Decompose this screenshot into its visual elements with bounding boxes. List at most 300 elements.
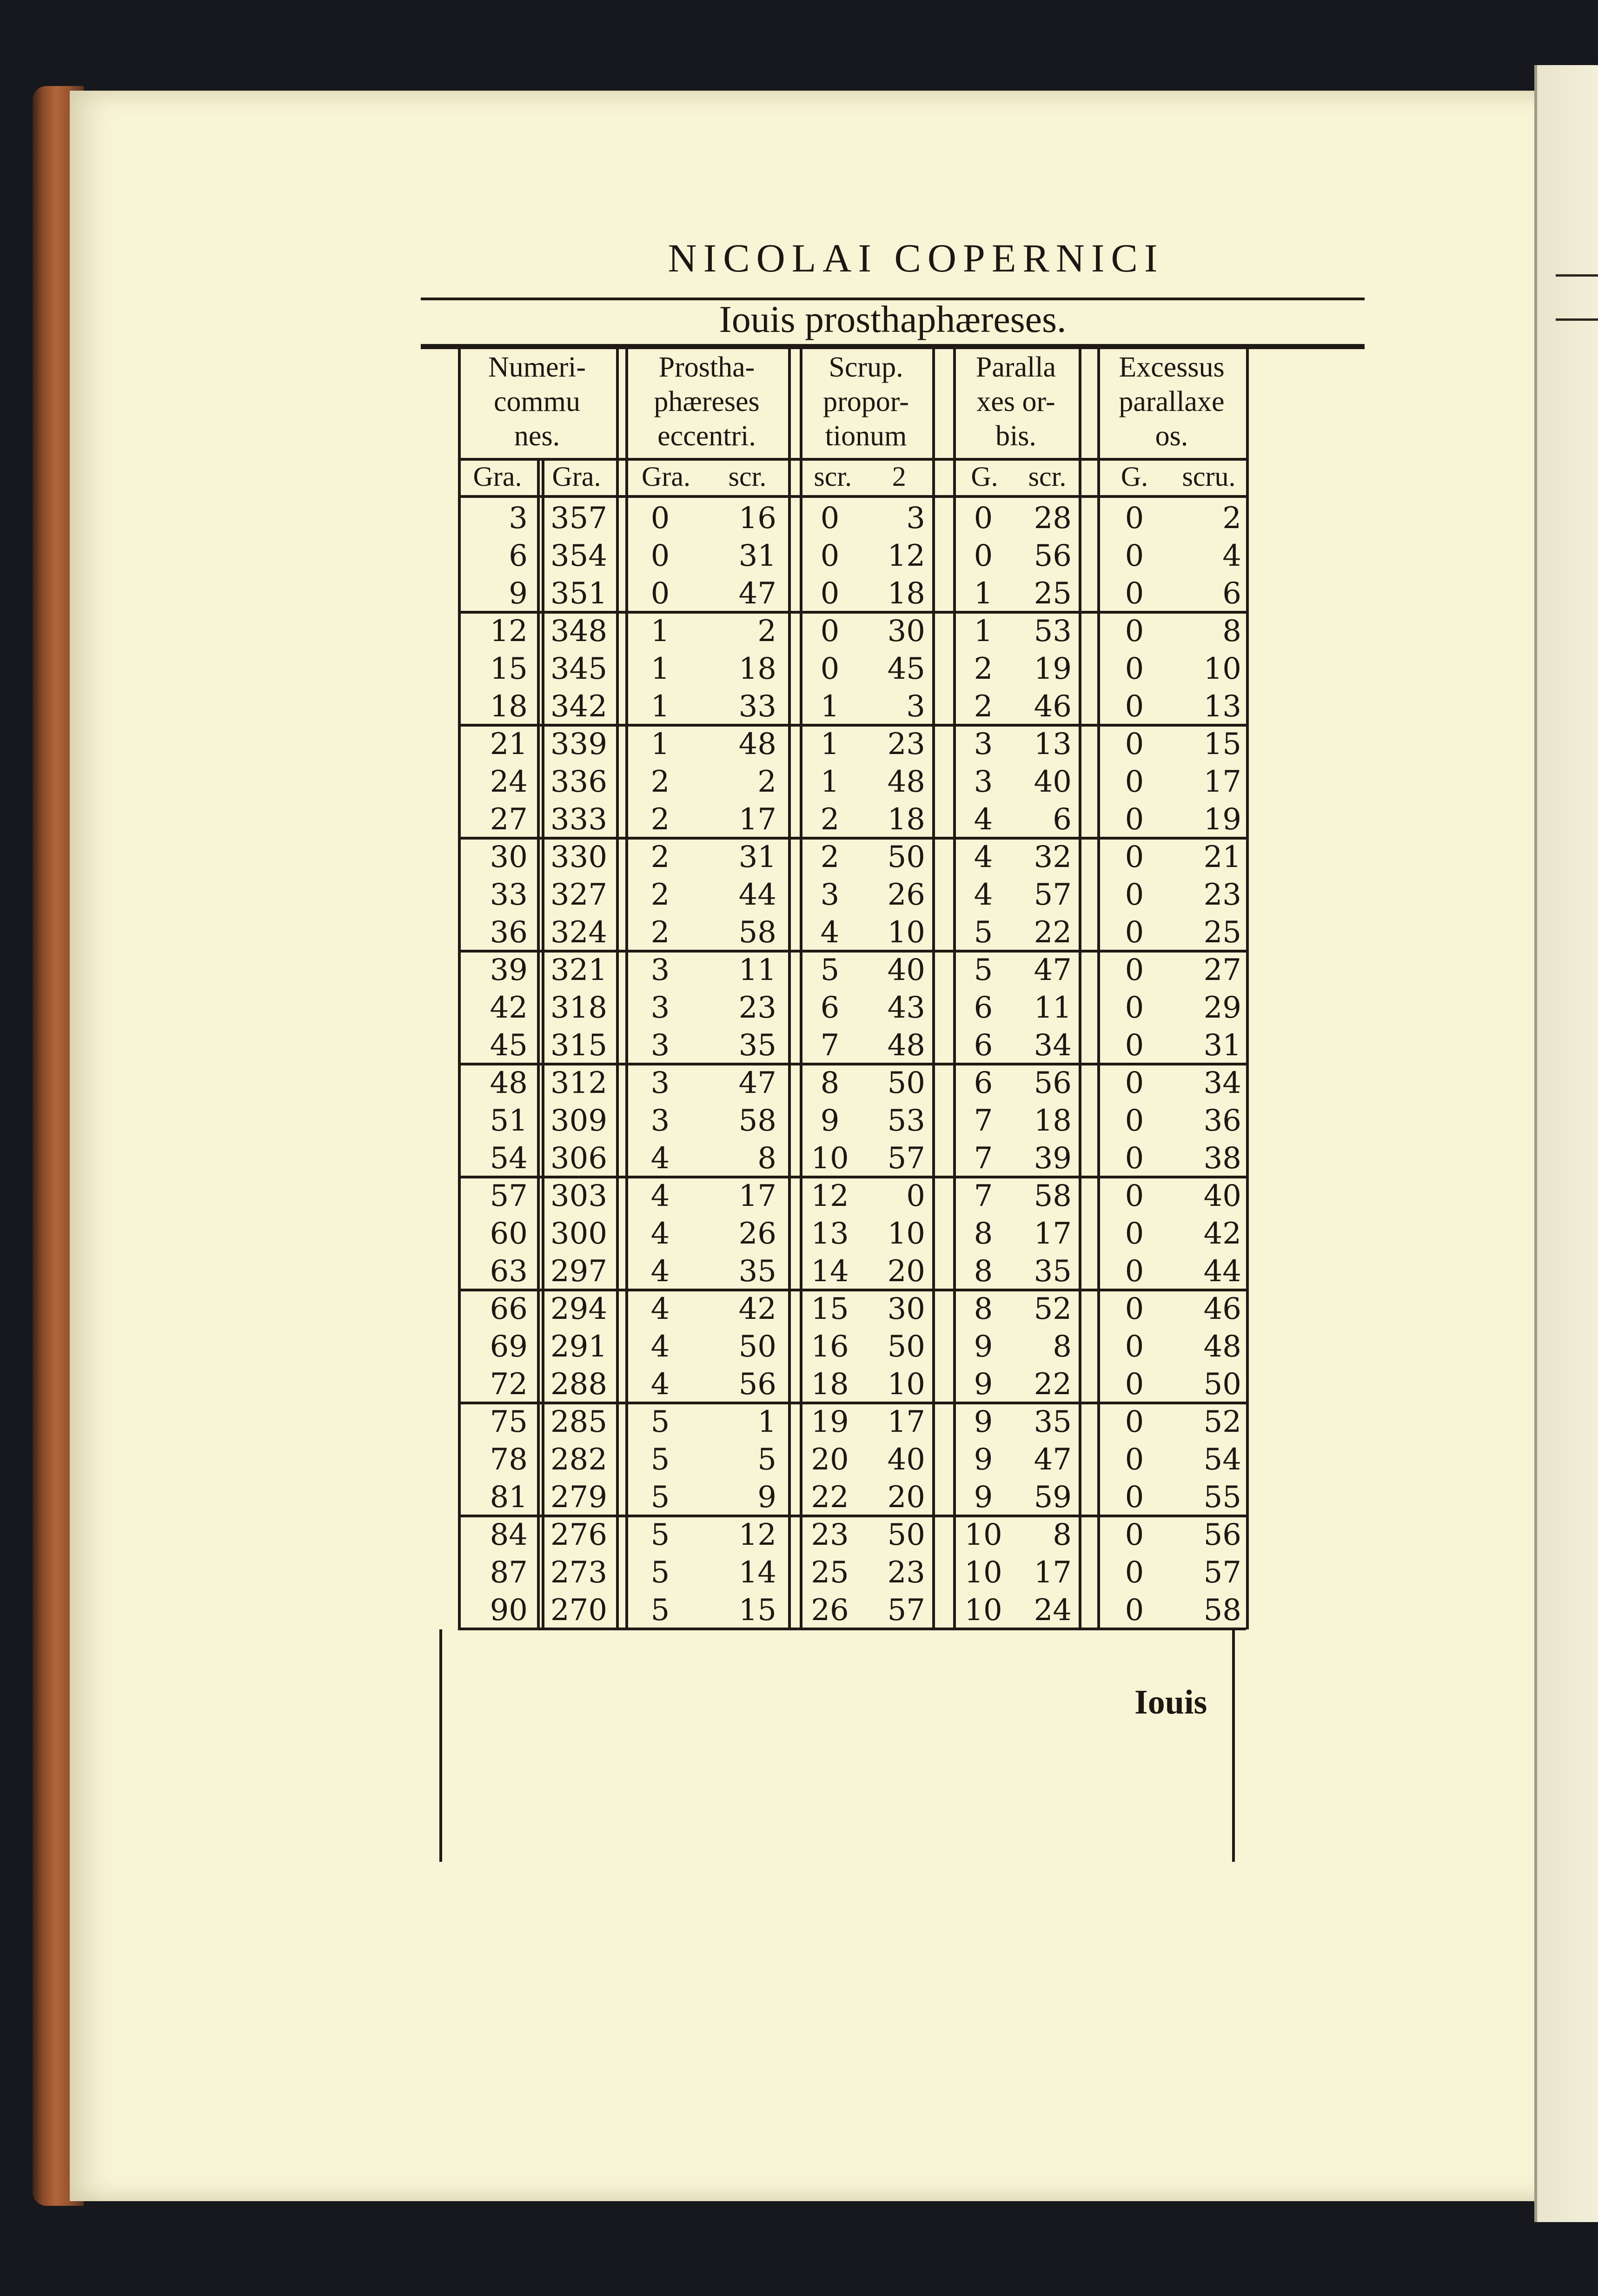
table-cell: 24 (490, 765, 528, 799)
table-cell: 35 (738, 1028, 776, 1063)
table-cell: 18 (811, 1367, 849, 1402)
table-cell: 11 (738, 953, 776, 987)
table-cell: 35 (738, 1254, 776, 1289)
table-cell: 0 (1125, 1141, 1144, 1176)
frame-rule-left (439, 1629, 442, 1862)
table-cell: 18 (887, 576, 925, 611)
table-cell: 300 (550, 1217, 608, 1251)
table-cell: 31 (1203, 1028, 1241, 1063)
table-cell: 55 (1203, 1480, 1241, 1515)
table-cell: 0 (1125, 1367, 1144, 1402)
table-cell: 6 (974, 1028, 993, 1063)
table-cell: 315 (550, 1028, 608, 1063)
unit-label: scr. (1028, 461, 1067, 492)
table-cell: 50 (887, 840, 925, 874)
table-cell: 16 (811, 1330, 849, 1364)
table-cell: 0 (650, 576, 670, 611)
table-cell: 30 (887, 1292, 925, 1326)
table-cell: 5 (650, 1593, 670, 1628)
table-cell: 14 (811, 1254, 849, 1289)
table-cell: 1 (974, 576, 993, 611)
table-cell: 35 (1034, 1254, 1072, 1289)
table-cell: 72 (490, 1367, 528, 1402)
table-cell: 0 (1125, 539, 1144, 573)
table-cell: 6 (1053, 802, 1072, 837)
table-cell: 22 (1034, 915, 1072, 950)
table-cell: 7 (820, 1028, 840, 1063)
table-cell: 13 (1034, 727, 1072, 761)
table-cell: 8 (974, 1254, 993, 1289)
table-cell: 1 (650, 689, 670, 724)
table-cell: 34 (1034, 1028, 1072, 1063)
sub-column-rule (537, 458, 540, 1629)
table-cell: 0 (1125, 727, 1144, 761)
table-cell: 50 (887, 1066, 925, 1100)
table-cell: 29 (1203, 991, 1241, 1025)
table-cell: 20 (887, 1480, 925, 1515)
table-cell: 10 (964, 1555, 1002, 1590)
table-cell: 78 (490, 1442, 528, 1477)
table-cell: 23 (811, 1518, 849, 1552)
column-header: Numeri- commu nes. (488, 351, 586, 452)
table-cell: 348 (550, 614, 608, 648)
table-cell: 0 (974, 501, 993, 536)
table-cell: 3 (650, 953, 670, 987)
table-cell: 1 (757, 1405, 776, 1439)
table-cell: 8 (1222, 614, 1241, 648)
table-cell: 40 (887, 953, 925, 987)
column-header: Excessus parallaxe os. (1119, 351, 1225, 452)
table-cell: 0 (1125, 1593, 1144, 1628)
table-cell: 47 (1034, 1442, 1072, 1477)
table-cell: 39 (490, 953, 528, 987)
table-cell: 15 (738, 1593, 776, 1628)
table-cell: 87 (490, 1555, 528, 1590)
table-cell: 9 (820, 1104, 840, 1138)
table-cell: 4 (974, 878, 993, 912)
table-cell: 22 (1034, 1367, 1072, 1402)
table-cell: 5 (974, 915, 993, 950)
table-cell: 2 (650, 878, 670, 912)
table-cell: 58 (1034, 1179, 1072, 1213)
table-cell: 282 (550, 1442, 608, 1477)
table-cell: 31 (738, 539, 776, 573)
table-cell: 0 (820, 576, 840, 611)
table-cell: 6 (509, 539, 528, 573)
table-cell: 10 (1203, 652, 1241, 686)
table-cell: 17 (1034, 1217, 1072, 1251)
table-cell: 10 (811, 1141, 849, 1176)
table-cell: 354 (550, 539, 608, 573)
table-cell: 309 (550, 1104, 608, 1138)
table-cell: 17 (1203, 765, 1241, 799)
table-cell: 56 (1034, 1066, 1072, 1100)
table-cell: 2 (974, 652, 993, 686)
table-cell: 288 (550, 1367, 608, 1402)
table-cell: 339 (550, 727, 608, 761)
table-cell: 17 (1034, 1555, 1072, 1590)
table-cell: 357 (550, 501, 608, 536)
table-cell: 16 (738, 501, 776, 536)
table-cell: 34 (1203, 1066, 1241, 1100)
table-cell: 333 (550, 802, 608, 837)
table-cell: 12 (738, 1518, 776, 1552)
table-cell: 270 (550, 1593, 608, 1628)
table-cell: 303 (550, 1179, 608, 1213)
table-cell: 63 (490, 1254, 528, 1289)
table-cell: 1 (650, 727, 670, 761)
table-cell: 48 (738, 727, 776, 761)
table-cell: 3 (650, 1104, 670, 1138)
table-cell: 291 (550, 1330, 608, 1364)
table-cell: 9 (974, 1367, 993, 1402)
header-rule-top (421, 346, 1365, 349)
table-cell: 23 (887, 727, 925, 761)
table-cell: 2 (1222, 501, 1241, 536)
table-cell: 20 (811, 1442, 849, 1477)
column-rule (932, 346, 935, 1629)
table-cell: 0 (1125, 1555, 1144, 1590)
table-cell: 8 (1053, 1330, 1072, 1364)
table-cell: 17 (738, 1179, 776, 1213)
table-cell: 47 (738, 1066, 776, 1100)
table-cell: 0 (1125, 915, 1144, 950)
table-cell: 6 (974, 1066, 993, 1100)
column-rule (616, 346, 619, 1629)
table-cell: 0 (1125, 1028, 1144, 1063)
table-cell: 0 (1125, 689, 1144, 724)
table-cell: 12 (490, 614, 528, 648)
table-cell: 15 (1203, 727, 1241, 761)
table-cell: 46 (1034, 689, 1072, 724)
unit-label: scru. (1182, 461, 1236, 492)
table-cell: 12 (887, 539, 925, 573)
unit-label: G. (1121, 461, 1148, 492)
column-header: Prostha- phæreses eccentri. (654, 351, 760, 452)
table-cell: 23 (1203, 878, 1241, 912)
table-cell: 10 (887, 915, 925, 950)
column-rule (788, 346, 791, 1629)
table-cell: 57 (490, 1179, 528, 1213)
table-cell: 58 (738, 1104, 776, 1138)
table-cell: 2 (974, 689, 993, 724)
table-cell: 1 (820, 727, 840, 761)
table-cell: 5 (650, 1518, 670, 1552)
table-cell: 57 (1203, 1555, 1241, 1590)
table-cell: 324 (550, 915, 608, 950)
table-cell: 0 (650, 539, 670, 573)
table-cell: 312 (550, 1066, 608, 1100)
table-cell: 3 (974, 727, 993, 761)
table-cell: 69 (490, 1330, 528, 1364)
table-cell: 17 (887, 1405, 925, 1439)
unit-label: Gra. (552, 461, 601, 492)
table-cell: 0 (1125, 1405, 1144, 1439)
running-head: NICOLAI COPERNICI (668, 236, 1164, 280)
unit-label: Gra. (473, 461, 522, 492)
table-cell: 4 (1222, 539, 1241, 573)
table-cell: 21 (1203, 840, 1241, 874)
table-cell: 0 (820, 539, 840, 573)
table-cell: 8 (757, 1141, 776, 1176)
table-cell: 28 (1034, 501, 1072, 536)
table-cell: 84 (490, 1518, 528, 1552)
table-cell: 5 (650, 1480, 670, 1515)
table-cell: 8 (1053, 1518, 1072, 1552)
table-cell: 10 (964, 1593, 1002, 1628)
table-cell: 25 (1034, 576, 1072, 611)
table-cell: 40 (887, 1442, 925, 1477)
table-cell: 345 (550, 652, 608, 686)
table-cell: 4 (820, 915, 840, 950)
table-cell: 48 (1203, 1330, 1241, 1364)
table-cell: 0 (1125, 1217, 1144, 1251)
table-cell: 2 (650, 765, 670, 799)
table-cell: 318 (550, 991, 608, 1025)
table-cell: 1 (820, 689, 840, 724)
table-cell: 14 (738, 1555, 776, 1590)
catchword: Iouis (1134, 1683, 1207, 1721)
table-cell: 40 (1203, 1179, 1241, 1213)
table-cell: 33 (490, 878, 528, 912)
table-cell: 0 (1125, 953, 1144, 987)
table-cell: 9 (974, 1330, 993, 1364)
table-cell: 12 (811, 1179, 849, 1213)
table-cell: 0 (1125, 802, 1144, 837)
table-cell: 52 (1034, 1292, 1072, 1326)
table-cell: 0 (974, 539, 993, 573)
table-cell: 9 (974, 1442, 993, 1477)
table-cell: 17 (738, 802, 776, 837)
table-cell: 42 (490, 991, 528, 1025)
table-cell: 4 (650, 1330, 670, 1364)
table-title: Iouis prosthaphæreses. (719, 298, 1067, 340)
table-cell: 4 (974, 840, 993, 874)
table-cell: 0 (1125, 1292, 1144, 1326)
column-rule (1246, 346, 1249, 1629)
table-cell: 36 (490, 915, 528, 950)
table-cell: 56 (1203, 1518, 1241, 1552)
table-cell: 44 (738, 878, 776, 912)
table-cell: 30 (490, 840, 528, 874)
table-cell: 50 (887, 1518, 925, 1552)
table-cell: 18 (1034, 1104, 1072, 1138)
table-cell: 57 (887, 1141, 925, 1176)
table-cell: 38 (1203, 1141, 1241, 1176)
table-cell: 2 (820, 840, 840, 874)
table-cell: 33 (738, 689, 776, 724)
table-cell: 53 (887, 1104, 925, 1138)
table-cell: 47 (1034, 953, 1072, 987)
table-cell: 0 (1125, 991, 1144, 1025)
table-cell: 273 (550, 1555, 608, 1590)
table-cell: 2 (820, 802, 840, 837)
table-cell: 8 (974, 1292, 993, 1326)
table-cell: 9 (974, 1405, 993, 1439)
table-cell: 20 (887, 1254, 925, 1289)
table-cell: 32 (1034, 840, 1072, 874)
table-cell: 56 (738, 1367, 776, 1402)
table-cell: 1 (650, 652, 670, 686)
table-cell: 6 (820, 991, 840, 1025)
table-cell: 0 (820, 501, 840, 536)
table-cell: 3 (650, 1028, 670, 1063)
table-cell: 46 (1203, 1292, 1241, 1326)
table-cell: 23 (738, 991, 776, 1025)
table-cell: 8 (820, 1066, 840, 1100)
table-cell: 31 (738, 840, 776, 874)
unit-label: 2 (892, 461, 906, 492)
table-cell: 0 (1125, 1104, 1144, 1138)
table-cell: 11 (1034, 991, 1072, 1025)
table-cell: 1 (650, 614, 670, 648)
table-cell: 0 (1125, 1066, 1144, 1100)
table-cell: 48 (887, 1028, 925, 1063)
table-cell: 0 (1125, 1480, 1144, 1515)
table-cell: 57 (1034, 878, 1072, 912)
table-cell: 15 (490, 652, 528, 686)
table-cell: 18 (887, 802, 925, 837)
table-cell: 42 (738, 1292, 776, 1326)
table-cell: 4 (650, 1141, 670, 1176)
table-cell: 5 (757, 1442, 776, 1477)
table-cell: 47 (738, 576, 776, 611)
column-rule (1097, 346, 1100, 1629)
table-cell: 0 (1125, 652, 1144, 686)
column-rule (1079, 346, 1081, 1629)
table-cell: 50 (1203, 1367, 1241, 1402)
table-cell: 25 (811, 1555, 849, 1590)
table-cell: 0 (1125, 1518, 1144, 1552)
table-cell: 0 (1125, 1442, 1144, 1477)
table-cell: 4 (650, 1292, 670, 1326)
table-cell: 21 (490, 727, 528, 761)
column-rule (800, 346, 802, 1629)
table-cell: 351 (550, 576, 608, 611)
table-cell: 59 (1034, 1480, 1072, 1515)
column-header: Scrup. propor- tionum (823, 351, 909, 452)
table-cell: 15 (811, 1292, 849, 1326)
table-cell: 2 (757, 614, 776, 648)
table-cell: 9 (509, 576, 528, 611)
table-cell: 7 (974, 1141, 993, 1176)
table-cell: 81 (490, 1480, 528, 1515)
column-header: Paralla xes or- bis. (975, 351, 1056, 452)
table-cell: 66 (490, 1292, 528, 1326)
table-cell: 30 (887, 614, 925, 648)
table-cell: 0 (1125, 501, 1144, 536)
table-cell: 24 (1034, 1593, 1072, 1628)
table-cell: 54 (1203, 1442, 1241, 1477)
table-cell: 3 (650, 991, 670, 1025)
table-cell: 7 (974, 1104, 993, 1138)
table-cell: 330 (550, 840, 608, 874)
column-rule (625, 346, 628, 1629)
table-cell: 52 (1203, 1405, 1241, 1439)
table-cell: 336 (550, 765, 608, 799)
table-cell: 9 (974, 1480, 993, 1515)
unit-label: G. (971, 461, 998, 492)
table-cell: 0 (1125, 840, 1144, 874)
table-cell: 4 (650, 1217, 670, 1251)
table-cell: 50 (887, 1330, 925, 1364)
table-cell: 18 (490, 689, 528, 724)
table-cell: 10 (964, 1518, 1002, 1552)
table-cell: 5 (974, 953, 993, 987)
table-cell: 2 (650, 802, 670, 837)
table-cell: 18 (738, 652, 776, 686)
table-cell: 2 (757, 765, 776, 799)
column-rule (953, 346, 956, 1629)
table-cell: 0 (1125, 576, 1144, 611)
table-cell: 285 (550, 1405, 608, 1439)
table-cell: 3 (906, 689, 925, 724)
table-cell: 0 (1125, 1179, 1144, 1213)
table-cell: 3 (509, 501, 528, 536)
units-rule (458, 495, 1246, 498)
table-cell: 0 (1125, 1330, 1144, 1364)
table-cell: 13 (811, 1217, 849, 1251)
table-cell: 276 (550, 1518, 608, 1552)
table-cell: 5 (820, 953, 840, 987)
table-cell: 321 (550, 953, 608, 987)
table-cell: 3 (820, 878, 840, 912)
table-cell: 3 (906, 501, 925, 536)
table-cell: 0 (1125, 614, 1144, 648)
unit-label: scr. (814, 461, 852, 492)
table-cell: 13 (1203, 689, 1241, 724)
table-cell: 0 (820, 652, 840, 686)
table-cell: 0 (1125, 765, 1144, 799)
table-cell: 297 (550, 1254, 608, 1289)
header-rule-bottom (458, 458, 1246, 461)
table-cell: 19 (1203, 802, 1241, 837)
table-cell: 51 (490, 1104, 528, 1138)
table-cell: 48 (887, 765, 925, 799)
table-cell: 48 (490, 1066, 528, 1100)
table-cell: 22 (811, 1480, 849, 1515)
table-cell: 27 (1203, 953, 1241, 987)
table-cell: 57 (887, 1593, 925, 1628)
table-cell: 40 (1034, 765, 1072, 799)
table-cell: 35 (1034, 1405, 1072, 1439)
table-cell: 50 (738, 1330, 776, 1364)
table-cell: 26 (811, 1593, 849, 1628)
table-cell: 327 (550, 878, 608, 912)
table-cell: 3 (650, 1066, 670, 1100)
table-cell: 10 (887, 1217, 925, 1251)
table-cell: 2 (650, 840, 670, 874)
table-cell: 36 (1203, 1104, 1241, 1138)
table-cell: 27 (490, 802, 528, 837)
table-cell: 60 (490, 1217, 528, 1251)
table-cell: 0 (820, 614, 840, 648)
table-cell: 43 (887, 991, 925, 1025)
table-cell: 4 (974, 802, 993, 837)
frame-rule-right (1232, 1629, 1235, 1862)
facing-page-edge (1534, 65, 1598, 2222)
table-cell: 5 (650, 1405, 670, 1439)
table-cell: 306 (550, 1141, 608, 1176)
table-cell: 5 (650, 1555, 670, 1590)
table-cell: 54 (490, 1141, 528, 1176)
table-cell: 6 (1222, 576, 1241, 611)
table-cell: 3 (974, 765, 993, 799)
table-cell: 53 (1034, 614, 1072, 648)
table-cell: 90 (490, 1593, 528, 1628)
table-cell: 75 (490, 1405, 528, 1439)
table-cell: 42 (1203, 1217, 1241, 1251)
